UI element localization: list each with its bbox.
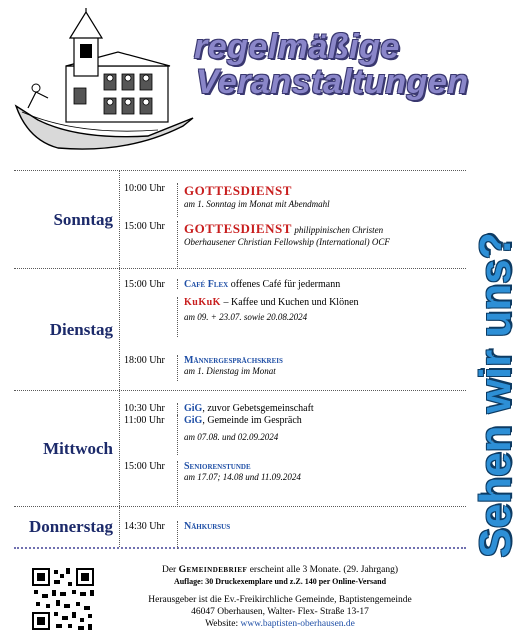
event-time: 10:00 Uhr (120, 183, 178, 217)
event (120, 455, 466, 507)
side-caption-text: Sehen wir uns? (471, 232, 520, 558)
event (120, 269, 466, 289)
schedule-table (14, 170, 466, 549)
event-time: 11:00 Uhr (120, 415, 178, 455)
event-note: am 07.08. und 02.09.2024 (184, 432, 279, 442)
event-extra: , Gemeinde im Gespräch (202, 415, 302, 426)
event (120, 391, 466, 415)
website-line (110, 618, 450, 630)
event-title: KuKuK (184, 297, 221, 308)
publication-line-1 (110, 564, 450, 576)
schedule-row-dienstag (14, 269, 466, 391)
event-desc (178, 355, 466, 381)
event-title: Café Flex (184, 279, 229, 290)
event-extra: offenes Café für jedermann (230, 279, 341, 290)
event-title: GiG (184, 415, 203, 426)
event-desc (178, 415, 466, 455)
footer (14, 554, 466, 638)
event-note: am 1. Sonntag im Monat mit Abendmahl (184, 199, 330, 209)
event-time: 15:00 Uhr (120, 461, 178, 507)
event-note: am 09. + 23.07. sowie 20.08.2024 (184, 312, 308, 322)
website-link[interactable]: www.baptisten-oberhausen.de (240, 619, 355, 629)
event-time: 15:00 Uhr (120, 221, 178, 269)
footer-text: Der (161, 565, 177, 575)
event (120, 217, 466, 269)
event-desc (178, 221, 466, 269)
publisher-info: Herausgeber ist die Ev.-Freikirchliche Gemeinde, Baptistengemeinde (148, 595, 412, 605)
circulation-info: Auflage: 30 Druckexemplare und z.Z. 140 per Online-Versand (173, 577, 387, 586)
event-time: 14:30 Uhr (120, 521, 178, 549)
event-time (120, 297, 178, 337)
event-desc (178, 279, 466, 289)
event-title: Männergesprächskreis (184, 355, 283, 366)
event-title: GiG (184, 403, 203, 414)
event-desc (178, 403, 466, 415)
event (120, 415, 466, 455)
schedule-row-donnerstag (14, 507, 466, 549)
event-extra: – Kaffee und Kuchen und Klönen (223, 297, 359, 308)
event-time: 15:00 Uhr (120, 279, 178, 289)
day-label: Dienstag (14, 269, 120, 390)
event-title: GOTTESDIENST (184, 221, 292, 236)
event-time: 18:00 Uhr (120, 355, 178, 381)
event-note: Oberhausener Christian Fellowship (International) OCF (184, 237, 390, 247)
event-desc (178, 461, 466, 507)
events (120, 269, 466, 390)
event-note: am 17.07; 14.08 und 11.09.2024 (184, 472, 301, 482)
event-extra: , zuvor Gebetsgemeinschaft (202, 403, 314, 414)
event (120, 171, 466, 217)
day-label: Donnerstag (14, 507, 120, 547)
event-extra: philippinischen Christen (294, 225, 384, 235)
address: 46047 Oberhausen, Walter- Flex- Straße 13-17 (191, 607, 369, 617)
schedule-row-sonntag (14, 171, 466, 269)
church-boat-illustration (8, 8, 203, 158)
day-label: Mittwoch (14, 391, 120, 506)
qr-code-icon[interactable] (30, 566, 96, 632)
event-title: GOTTESDIENST (184, 183, 292, 198)
website-label: Website: (205, 619, 239, 629)
side-caption (468, 160, 524, 630)
events (120, 507, 466, 547)
publication-info (110, 564, 450, 630)
event (120, 289, 466, 337)
events (120, 171, 466, 268)
page-title (190, 28, 520, 102)
event-desc (178, 297, 466, 337)
event-time: 10:30 Uhr (120, 403, 178, 415)
event (120, 507, 466, 549)
event (120, 337, 466, 381)
event-title: Nähkursus (184, 521, 231, 532)
event-note: am 1. Dienstag im Monat (184, 366, 276, 376)
events (120, 391, 466, 506)
title-line-2: Veranstaltungen (196, 63, 469, 101)
day-label: Sonntag (14, 171, 120, 268)
event-desc (178, 183, 466, 217)
schedule-row-mittwoch (14, 391, 466, 507)
event-title: Seniorenstunde (184, 461, 251, 472)
event-desc (178, 521, 466, 549)
newsletter-name: Gemeindebrief (178, 565, 248, 575)
footer-text: erscheint alle 3 Monate. (29. Jahrgang) (249, 565, 399, 575)
title-line-1: regelmäßige (194, 28, 400, 66)
